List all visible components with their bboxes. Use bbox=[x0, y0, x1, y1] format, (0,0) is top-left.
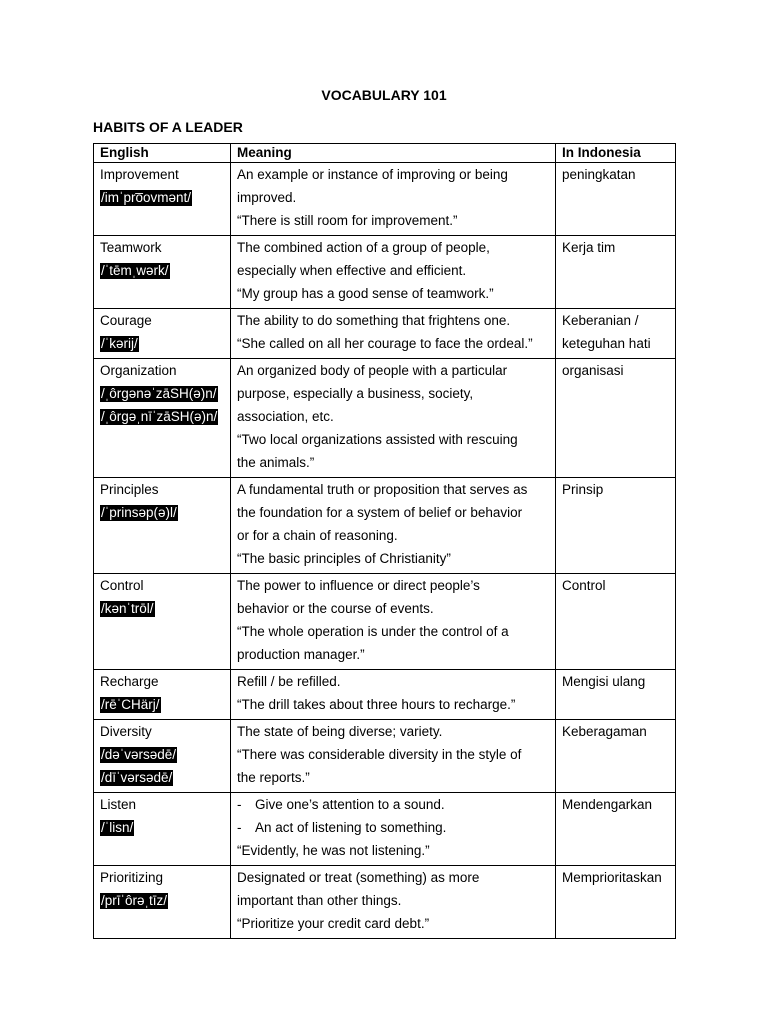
meaning-text: association, etc. bbox=[237, 409, 334, 424]
bullet-marker: - bbox=[237, 797, 242, 812]
phonetic-transcription: /ˌôrgənəˈzāSH(ə)n/ bbox=[101, 386, 217, 401]
bullet-text: Give one’s attention to a sound. bbox=[255, 797, 445, 812]
phonetic-transcription: /dəˈvərsədē/ bbox=[101, 747, 177, 762]
meaning-cell bbox=[231, 793, 556, 866]
indonesia-cell bbox=[556, 720, 676, 793]
meaning-text: important than other things. bbox=[237, 893, 402, 908]
indonesian-translation: peningkatan bbox=[562, 167, 636, 182]
vocab-word: Prioritizing bbox=[100, 870, 164, 885]
phonetic-line bbox=[100, 405, 227, 428]
header-meaning: Meaning bbox=[231, 144, 556, 163]
phonetic-line bbox=[100, 889, 227, 912]
vocab-word: Control bbox=[100, 578, 144, 593]
phonetic-transcription: /ˈtēmˌwərk/ bbox=[101, 263, 169, 278]
indonesian-translation: Memprioritaskan bbox=[562, 870, 662, 885]
example-sentence: the reports.” bbox=[237, 770, 310, 785]
table-row bbox=[94, 163, 676, 236]
meaning-cell bbox=[231, 866, 556, 939]
meaning-text: The ability to do something that frightens one. bbox=[237, 313, 511, 328]
english-cell bbox=[94, 670, 231, 720]
header-english: English bbox=[94, 144, 231, 163]
phonetic-transcription: /ˈkərij/ bbox=[101, 336, 138, 351]
english-cell bbox=[94, 866, 231, 939]
meaning-bullet bbox=[237, 816, 552, 839]
indonesian-translation: Mengisi ulang bbox=[562, 674, 646, 689]
indonesia-cell bbox=[556, 236, 676, 309]
meaning-cell bbox=[231, 574, 556, 670]
phonetic-transcription: /prīˈôrəˌtīz/ bbox=[101, 893, 168, 908]
indonesian-translation: Kerja tim bbox=[562, 240, 616, 255]
table-row bbox=[94, 866, 676, 939]
meaning-text: An organized body of people with a particular bbox=[237, 363, 508, 378]
meaning-text: The power to influence or direct people’s bbox=[237, 578, 480, 593]
indonesia-cell bbox=[556, 793, 676, 866]
phonetic-line bbox=[100, 332, 227, 355]
indonesian-translation: Keberanian / bbox=[562, 313, 639, 328]
bullet-text: An act of listening to something. bbox=[255, 820, 447, 835]
english-cell bbox=[94, 574, 231, 670]
meaning-text: The state of being diverse; variety. bbox=[237, 724, 443, 739]
indonesian-translation: Keberagaman bbox=[562, 724, 647, 739]
example-sentence: “Evidently, he was not listening.” bbox=[237, 843, 430, 858]
phonetic-line bbox=[100, 501, 227, 524]
meaning-text: The combined action of a group of people, bbox=[237, 240, 490, 255]
meaning-cell bbox=[231, 236, 556, 309]
example-sentence: production manager.” bbox=[237, 647, 365, 662]
indonesia-cell bbox=[556, 163, 676, 236]
example-sentence: “She called on all her courage to face the ordeal.” bbox=[237, 336, 533, 351]
phonetic-line bbox=[100, 186, 227, 209]
meaning-text: A fundamental truth or proposition that serves as bbox=[237, 482, 528, 497]
indonesian-translation: Control bbox=[562, 578, 606, 593]
indonesia-cell bbox=[556, 359, 676, 478]
meaning-cell bbox=[231, 478, 556, 574]
meaning-cell bbox=[231, 670, 556, 720]
vocab-word: Principles bbox=[100, 482, 159, 497]
vocab-word: Recharge bbox=[100, 674, 159, 689]
table-row bbox=[94, 670, 676, 720]
header-indonesia: In Indonesia bbox=[556, 144, 676, 163]
table-row bbox=[94, 478, 676, 574]
indonesia-cell bbox=[556, 670, 676, 720]
english-cell bbox=[94, 478, 231, 574]
vocab-word: Listen bbox=[100, 797, 137, 812]
table-row bbox=[94, 236, 676, 309]
indonesia-cell bbox=[556, 309, 676, 359]
meaning-cell bbox=[231, 163, 556, 236]
phonetic-line bbox=[100, 766, 227, 789]
vocab-word: Improvement bbox=[100, 167, 179, 182]
phonetic-line bbox=[100, 743, 227, 766]
example-sentence: “There is still room for improvement.” bbox=[237, 213, 458, 228]
indonesia-cell bbox=[556, 478, 676, 574]
meaning-text: especially when effective and efficient. bbox=[237, 263, 467, 278]
vocab-word: Courage bbox=[100, 313, 152, 328]
phonetic-line bbox=[100, 382, 227, 405]
table-header-row bbox=[94, 144, 676, 163]
phonetic-line bbox=[100, 816, 227, 839]
meaning-text: purpose, especially a business, society, bbox=[237, 386, 474, 401]
english-cell bbox=[94, 163, 231, 236]
indonesian-translation: keteguhan hati bbox=[562, 336, 651, 351]
vocab-word: Teamwork bbox=[100, 240, 162, 255]
indonesian-translation: Mendengarkan bbox=[562, 797, 653, 812]
meaning-text: Designated or treat (something) as more bbox=[237, 870, 480, 885]
meaning-text: behavior or the course of events. bbox=[237, 601, 434, 616]
meaning-text: the foundation for a system of belief or behavior bbox=[237, 505, 523, 520]
section-heading: HABITS OF A LEADER bbox=[93, 119, 243, 135]
phonetic-transcription: /ˌôrgəˌnīˈzāSH(ə)n/ bbox=[101, 409, 218, 424]
phonetic-line bbox=[100, 597, 227, 620]
table-row bbox=[94, 359, 676, 478]
bullet-marker: - bbox=[237, 820, 242, 835]
example-sentence: “The drill takes about three hours to recharge.” bbox=[237, 697, 516, 712]
meaning-text: Refill / be refilled. bbox=[237, 674, 341, 689]
meaning-text: improved. bbox=[237, 190, 297, 205]
phonetic-line bbox=[100, 259, 227, 282]
phonetic-transcription: /rēˈCHärj/ bbox=[101, 697, 160, 712]
document-title: VOCABULARY 101 bbox=[321, 87, 447, 103]
phonetic-transcription: /ˈprinsəp(ə)l/ bbox=[101, 505, 177, 520]
phonetic-transcription: /kənˈtrōl/ bbox=[101, 601, 154, 616]
meaning-cell bbox=[231, 720, 556, 793]
meaning-cell bbox=[231, 359, 556, 478]
indonesia-cell bbox=[556, 574, 676, 670]
table-row bbox=[94, 720, 676, 793]
phonetic-transcription: /ˈlisn/ bbox=[101, 820, 134, 835]
vocab-word: Organization bbox=[100, 363, 177, 378]
english-cell bbox=[94, 236, 231, 309]
meaning-cell bbox=[231, 309, 556, 359]
example-sentence: “The whole operation is under the control of a bbox=[237, 624, 509, 639]
indonesian-translation: organisasi bbox=[562, 363, 624, 378]
example-sentence: “Prioritize your credit card debt.” bbox=[237, 916, 430, 931]
english-cell bbox=[94, 309, 231, 359]
table-row bbox=[94, 574, 676, 670]
meaning-text: or for a chain of reasoning. bbox=[237, 528, 398, 543]
example-sentence: “Two local organizations assisted with rescuing bbox=[237, 432, 518, 447]
vocab-word: Diversity bbox=[100, 724, 152, 739]
example-sentence: “My group has a good sense of teamwork.” bbox=[237, 286, 494, 301]
phonetic-line bbox=[100, 693, 227, 716]
example-sentence: the animals.” bbox=[237, 455, 315, 470]
meaning-text: An example or instance of improving or being bbox=[237, 167, 508, 182]
english-cell bbox=[94, 359, 231, 478]
table-row bbox=[94, 793, 676, 866]
meaning-bullet bbox=[237, 793, 552, 816]
example-sentence: “The basic principles of Christianity” bbox=[237, 551, 451, 566]
indonesia-cell bbox=[556, 866, 676, 939]
example-sentence: “There was considerable diversity in the style of bbox=[237, 747, 522, 762]
english-cell bbox=[94, 793, 231, 866]
phonetic-transcription: /imˈpro̅ovmənt/ bbox=[101, 190, 192, 205]
table-row bbox=[94, 309, 676, 359]
english-cell bbox=[94, 720, 231, 793]
indonesian-translation: Prinsip bbox=[562, 482, 604, 497]
vocabulary-table bbox=[93, 143, 676, 939]
phonetic-transcription: /dīˈvərsədē/ bbox=[101, 770, 173, 785]
